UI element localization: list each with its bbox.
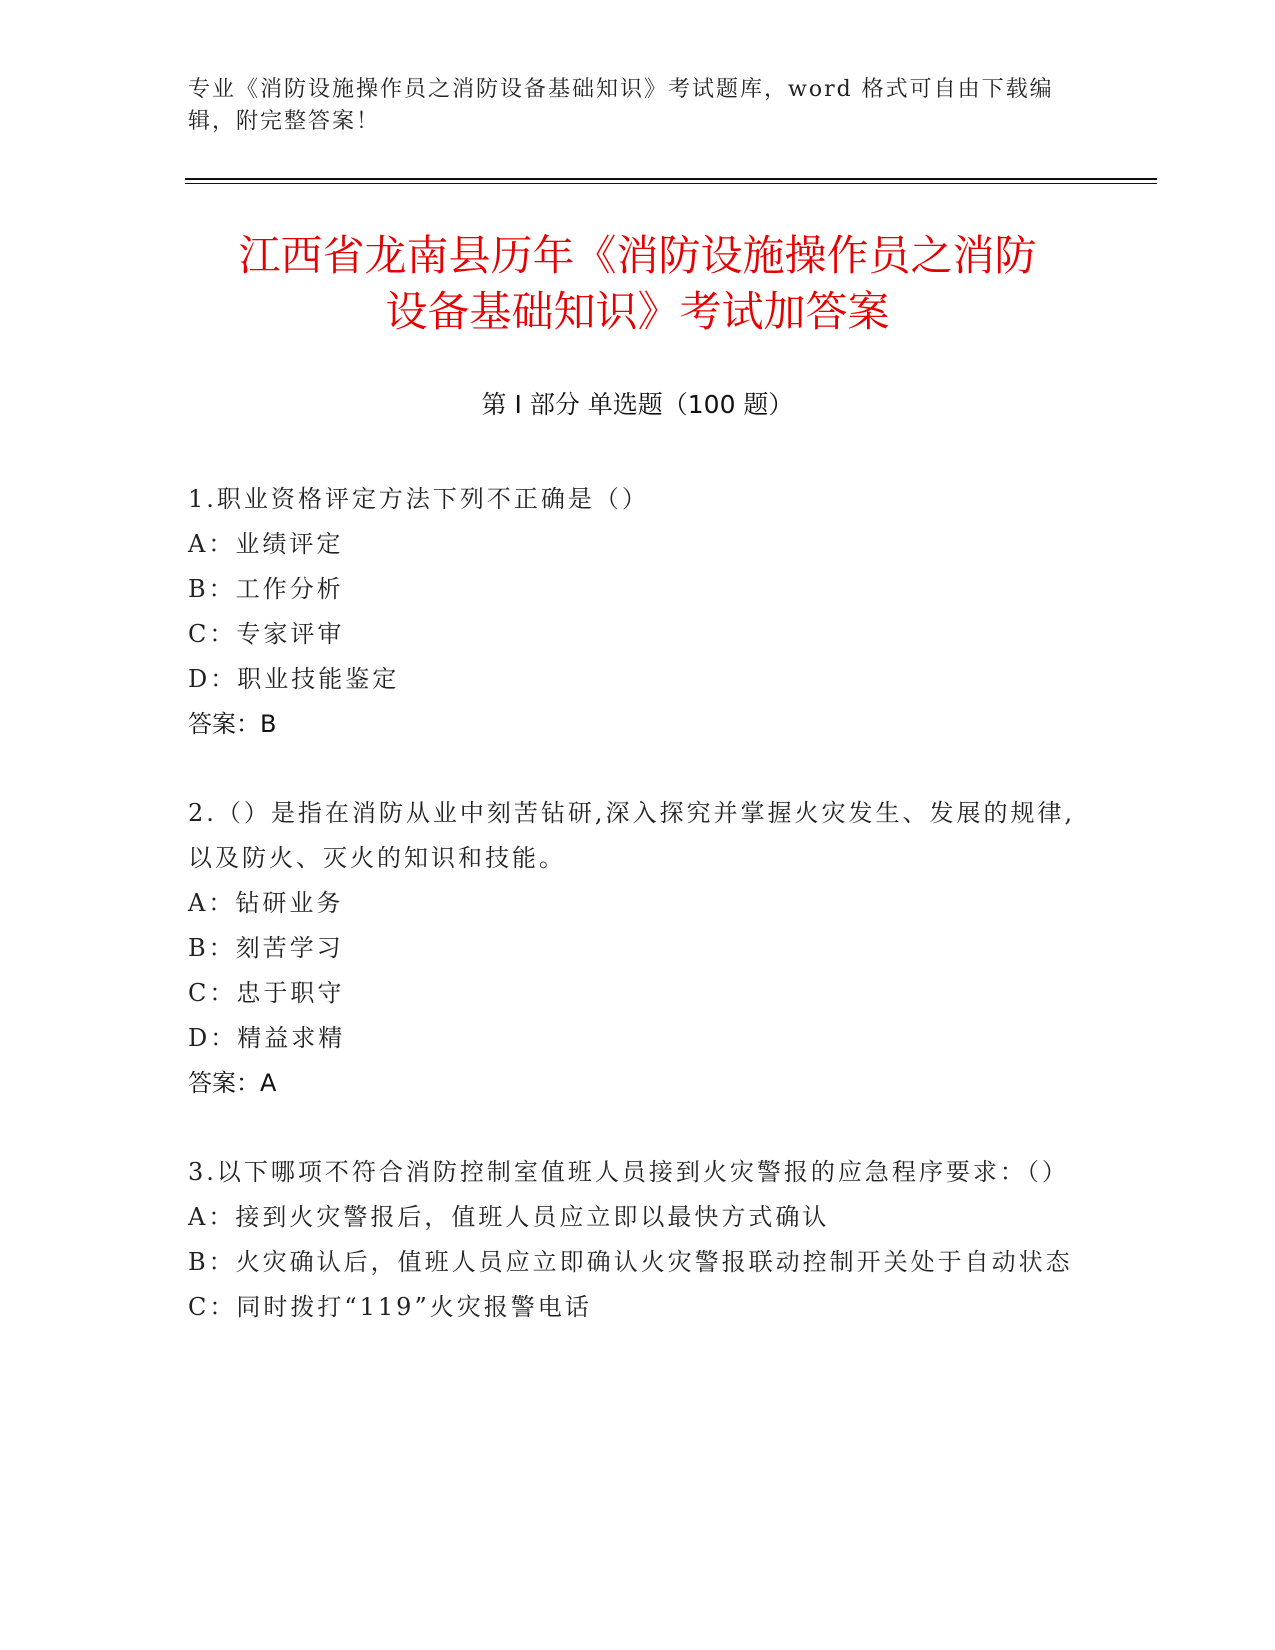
option-a: A：业绩评定 [188, 530, 344, 558]
question-2 [188, 791, 1088, 1106]
document-title-line-1: 江西省龙南县历年《消防设施操作员之消防 [238, 231, 1037, 280]
option-d: D：精益求精 [188, 1024, 346, 1052]
answer-label: 答案：B [188, 710, 277, 738]
answer-label: 答案：A [188, 1069, 277, 1097]
question-1 [188, 477, 1088, 747]
option-b: B：刻苦学习 [188, 934, 344, 962]
header-note: 专业《消防设施操作员之消防设备基础知识》考试题库，word 格式可自由下载编辑，附完整答案！ [188, 77, 1054, 134]
option-c: C：专家评审 [188, 620, 345, 648]
question-list [188, 477, 1088, 1374]
option-b: B：火灾确认后，值班人员应立即确认火灾警报联动控制开关处于自动状态 [188, 1248, 1073, 1276]
question-3 [188, 1150, 1088, 1330]
option-b: B：工作分析 [188, 575, 344, 603]
question-stem: 3.以下哪项不符合消防控制室值班人员接到火灾警报的应急程序要求：（） [188, 1158, 1069, 1186]
section-heading: 第 I 部分 单选题（100 题） [481, 390, 794, 419]
option-d: D：职业技能鉴定 [188, 665, 400, 693]
header-divider-thin [185, 183, 1157, 184]
document-title-line-2: 设备基础知识》考试加答案 [385, 287, 890, 336]
option-c: C：同时拨打“119”火灾报警电话 [188, 1293, 592, 1321]
question-stem: 2.（）是指在消防从业中刻苦钻研,深入探究并掌握火灾发生、发展的规律,以及防火、灭火的知识和技能。 [188, 799, 1076, 872]
document-title [140, 228, 1135, 340]
option-c: C：忠于职守 [188, 979, 345, 1007]
option-a: A：钻研业务 [188, 889, 344, 917]
option-a: A：接到火灾警报后，值班人员应立即以最快方式确认 [188, 1203, 830, 1231]
question-stem: 1.职业资格评定方法下列不正确是（） [188, 485, 649, 513]
header-divider-thick [185, 178, 1157, 180]
